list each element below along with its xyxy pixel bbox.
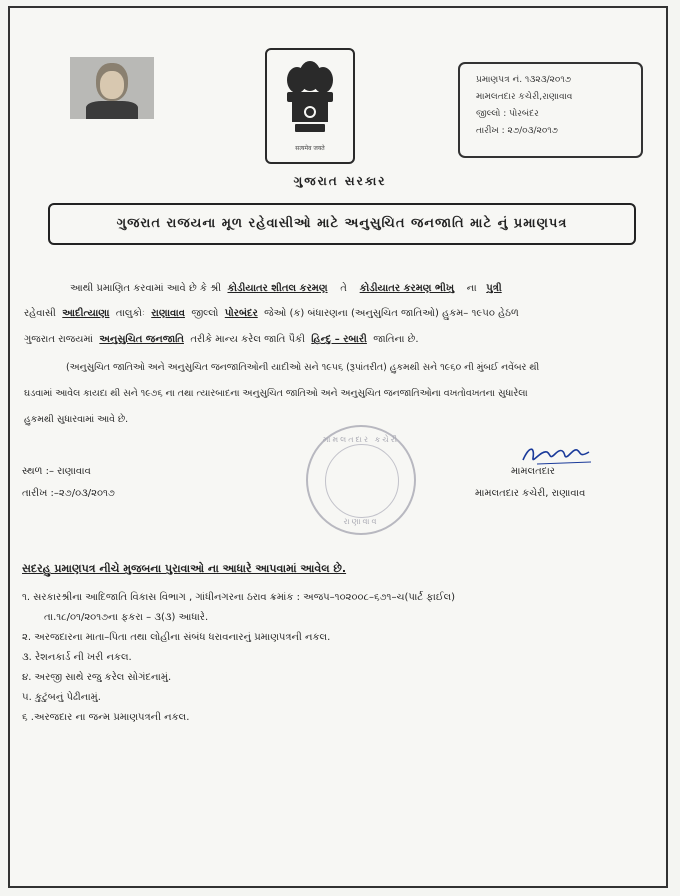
category: અનુસુચિત જનજાતિ: [99, 334, 184, 345]
place: સ્થળ :– રાણાવાવ: [22, 466, 91, 477]
village: આદીત્યાણા: [62, 308, 110, 319]
document-item: ૫. કુટુંબનું પેઢીનામું.: [22, 692, 101, 703]
document-item: ૨. અરજદારના માતા–પિતા તથા લોહીના સંબંધ ધરાવનારનું પ્રમાણપત્રની નકલ.: [22, 632, 331, 643]
document-item: ૧. સરકારશ્રીના આદિજાતિ વિકાસ વિભાગ , ગાંધીનગરના ઠરાવ ક્રમાંક : અજપ–૧૦૨૦૦૮–૬૭૧–ચ(પાર્ટ ફાઈલ): [22, 592, 456, 603]
relation: પુત્રી: [486, 283, 502, 294]
signatory-designation: મામલતદાર: [511, 466, 555, 477]
body-para2-line3: હુકમથી સુધારવામાં આવે છે.: [24, 414, 129, 425]
issue-date: તારીખ : ૨૭/૦૩/૨૦૧૭: [476, 126, 558, 136]
official-stamp: મામલતદાર કચેરી રાણાવાવ: [306, 425, 416, 535]
documents-heading: સદરહુ પ્રમાણપત્ર નીચે મુજબના પુરાવાઓ ના આધારે આપવામાં આવેલ છે.: [22, 562, 347, 575]
issuing-office: મામલતદાર કચેરી,રાણાવાવ: [476, 92, 573, 102]
date: તારીખ :–૨૭/૦૩/૨૦૧૭: [22, 488, 115, 499]
body-line-1: આથી પ્રમાણિત કરવામાં આવે છે કે શ્રી કોડીયાતર શીતલ કરમણ તે કોડીયાતર કરમણ ભીખુ ના પુત્રી: [70, 283, 502, 294]
signature: [519, 440, 595, 468]
body-line-3: ગુજરાત રાજયમાં અનુસુચિત જનજાતિ તરીકે માન્ય કરેલ જાતિ પૈકી હિન્દુ – રબારી જાતિના છે.: [24, 334, 419, 345]
caste: હિન્દુ – રબારી: [311, 334, 367, 345]
district: પોરબંદર: [224, 308, 258, 319]
government-name: ગુજરાત સરકાર: [293, 174, 387, 188]
taluka: રાણાવાવ: [151, 308, 185, 319]
national-emblem-box: [265, 48, 355, 164]
document-item: ૩. રેશનકાર્ડ ની ખરી નકલ.: [22, 652, 132, 663]
certificate-number: પ્રમાણપત્ર નં. ૧૩૨૩/૨૦૧૭: [476, 75, 571, 85]
document-item: ૬ .અરજદાર ના જન્મ પ્રમાણપત્રની નકલ.: [22, 712, 190, 723]
body-para2-line2: ઘડવામાં આવેલ કાયદા થી સને ૧૯૭૬ ના તથા ત્યારબાદના અનુસુચિત જાતિઓ અને અનુસુચિત જનજાતિઓના વખતોવખતના સુધારેલા: [24, 388, 528, 399]
body-para2-line1: (અનુસુચિત જાતિઓ અને અનુસુચિત જનજાતિઓની યાદીઓ સને ૧૯૫૬ (રૂપાંતરીત) હુકમથી સને ૧૯૬૦ ની મુંબઈ નવેંબર થી: [66, 362, 540, 373]
applicant-photo: [70, 57, 154, 119]
certificate-title: ગુજરાત રાજયના મૂળ રહેવાસીઓ માટે અનુસુચિત જનજાતિ માટે નું પ્રમાણપત્ર: [48, 203, 636, 245]
body-line-2: રહેવાસી આદીત્યાણા તાલુકોઃ રાણાવાવ જીલ્લો પોરબંદર જેઓ (ક) બંધારણના (અનુસુચિત જાતિઓ) હુકમ– ૧૯૫૦ હેઠળ: [24, 308, 519, 319]
ashoka-emblem-icon: [267, 52, 353, 144]
emblem-motto: सत्यमेव जयते: [295, 145, 325, 152]
document-item: તા.૧૮/૦૧/૨૦૧૭ના ફકરા – ૩(૩) આધારે.: [44, 612, 209, 623]
father-name: કોડીયાતર કરમણ ભીખુ: [359, 283, 455, 294]
document-item: ૪. અરજી સાથે રજુ કરેલ સોગંદનામું.: [22, 672, 172, 683]
issuing-district: જીલ્લો : પોરબંદર: [476, 109, 539, 119]
reference-box: [458, 62, 643, 158]
holder-name: કોડીયાતર શીતલ કરમણ: [227, 283, 328, 294]
signatory-office: મામલતદાર કચેરી, રાણાવાવ: [475, 488, 586, 499]
